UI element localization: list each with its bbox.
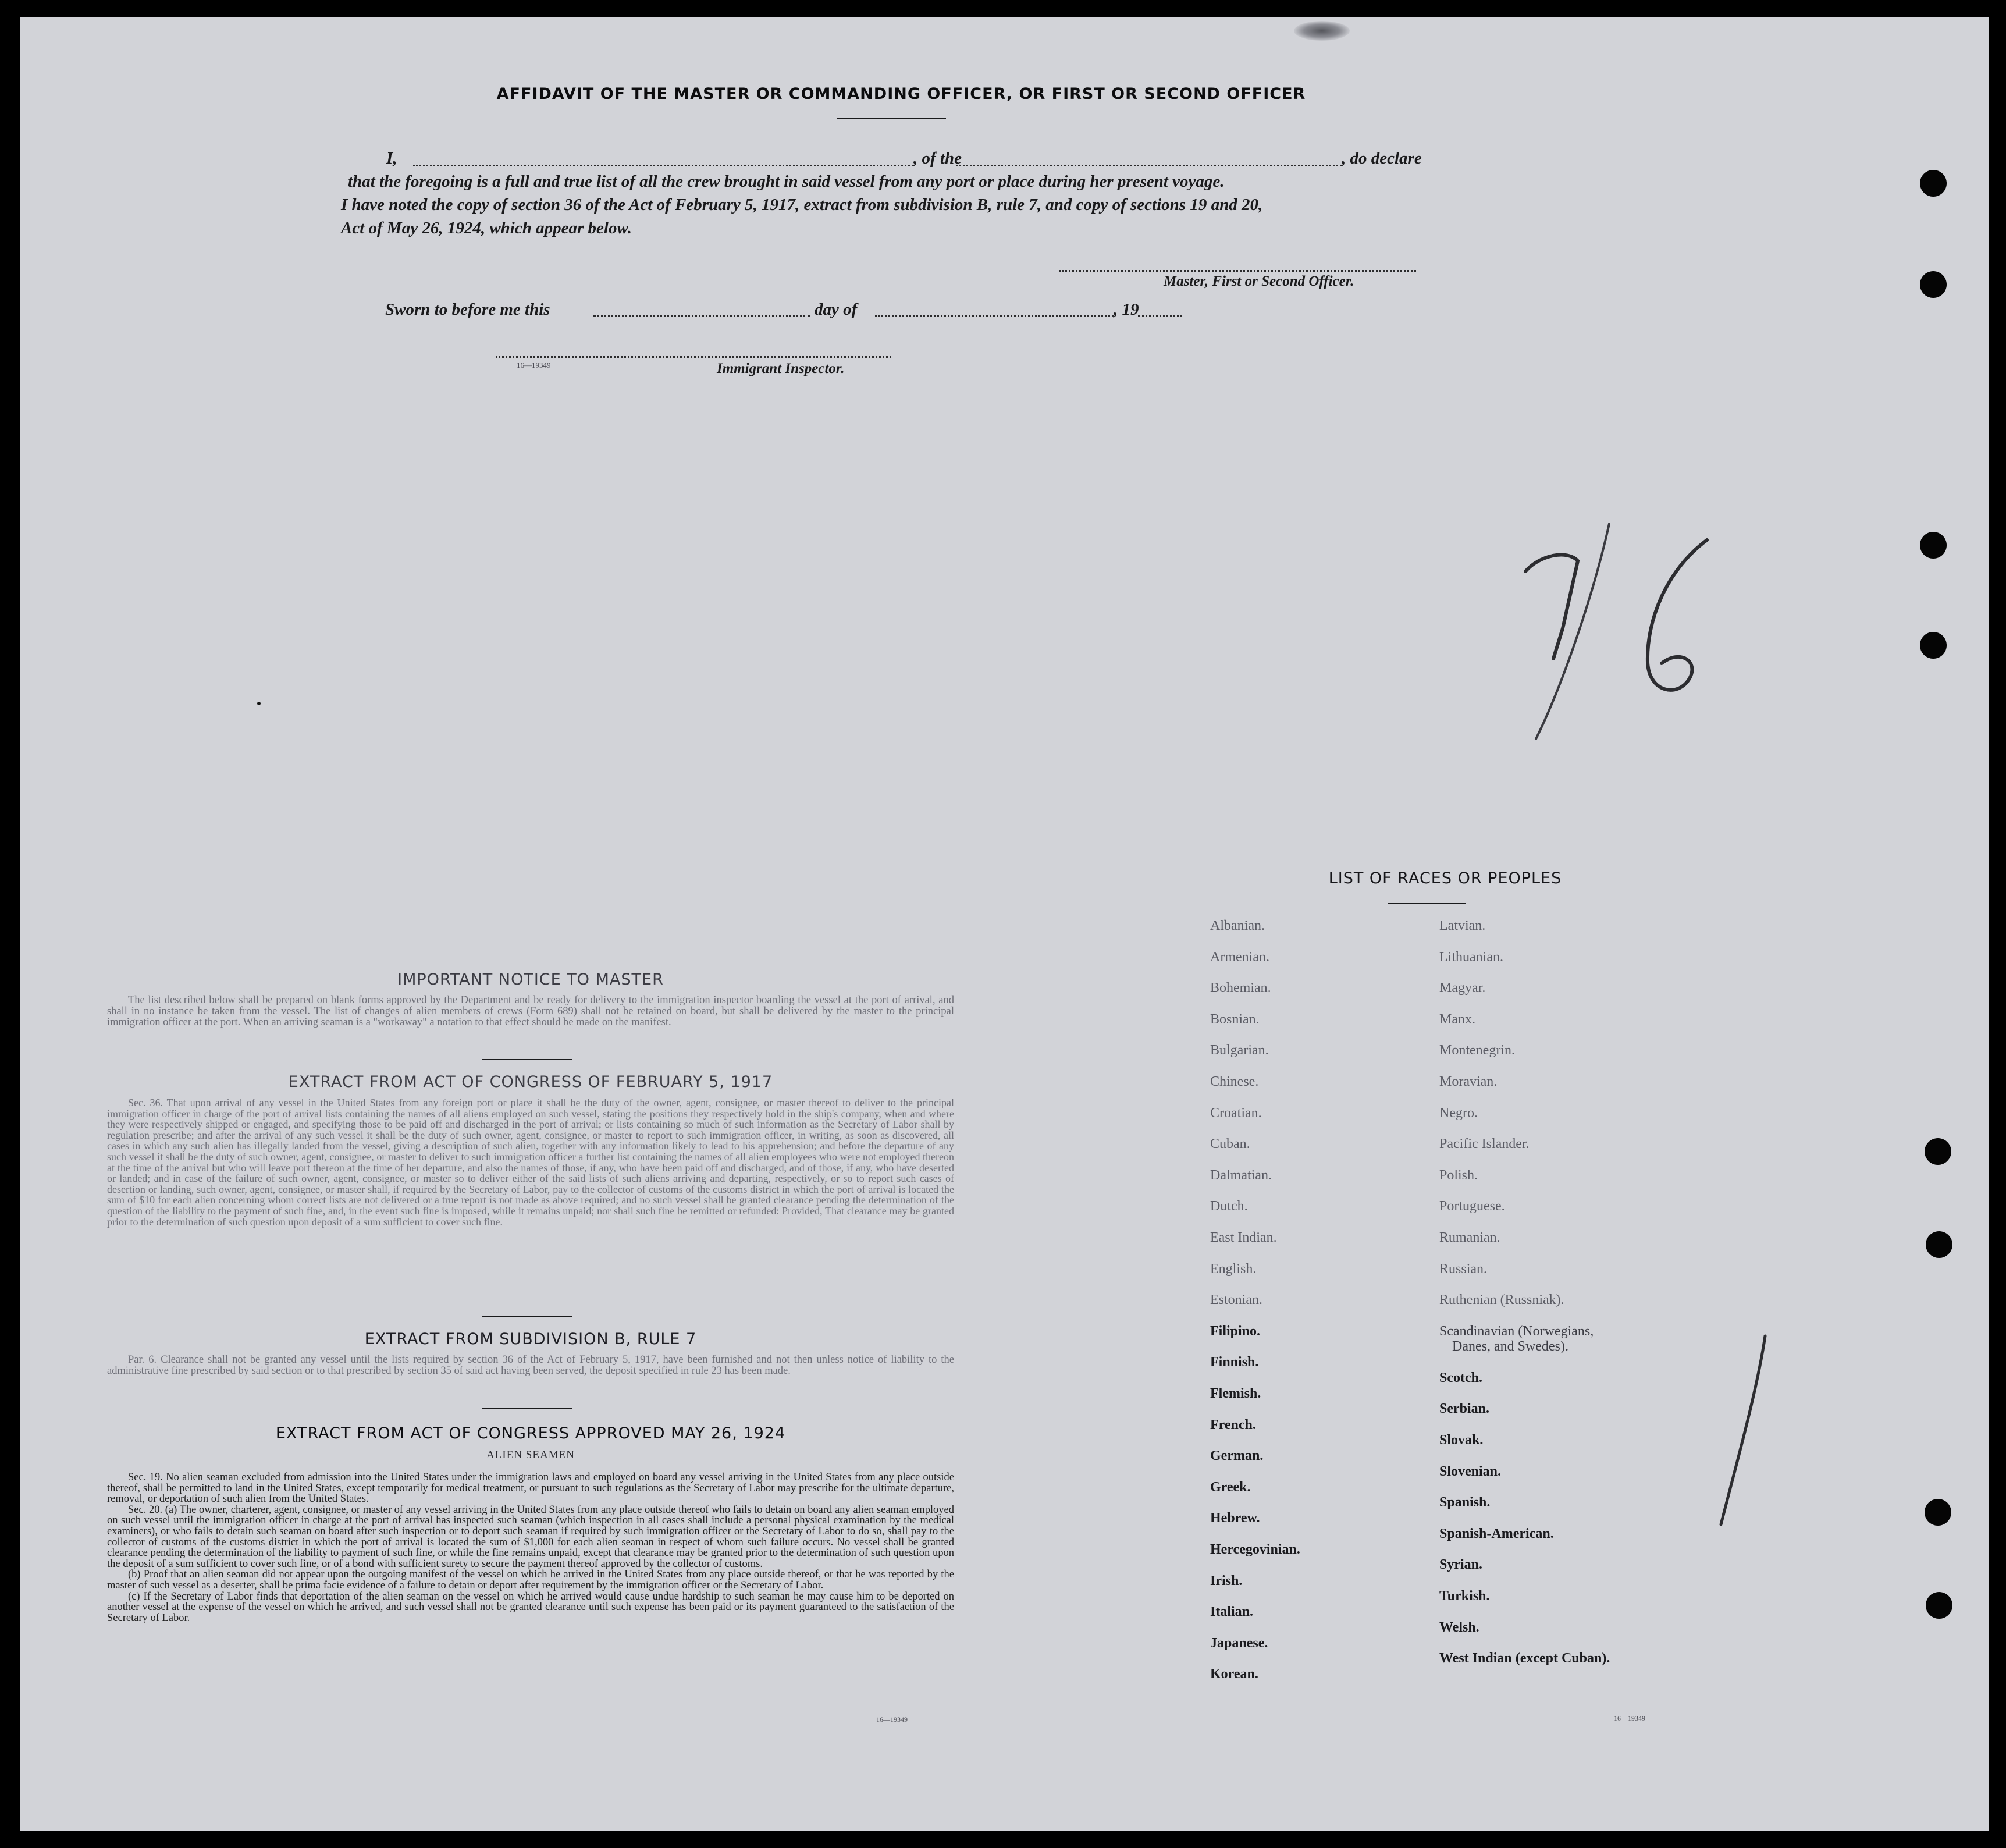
race-item: Moravian. (1439, 1074, 1498, 1089)
title-underline (837, 118, 946, 119)
section-20c-text: (c) If the Secretary of Labor finds that deportation of the alien seaman on the vessel on which he arrived would cause undue hardship to such seaman he may cause him to be deported on another vessel at the expense of the vessel on which he arrived, and such vessel shall not be granted clearance until such expense has been paid or its payment guaranteed to the satisfaction of the Secretary of Labor. (107, 1590, 954, 1624)
race-item: Armenian. (1210, 949, 1269, 965)
races-title: LIST OF RACES OR PEOPLES (1328, 869, 1562, 887)
extract-1924-body (107, 1472, 954, 1623)
affidavit-line-4: Act of May 26, 1924, which appear below. (341, 219, 632, 237)
race-item: Portuguese. (1439, 1199, 1505, 1214)
document-page (20, 17, 1989, 1831)
race-item: Rumanian. (1439, 1230, 1500, 1245)
binder-hole-6 (1926, 1231, 1952, 1258)
binder-hole-3 (1920, 532, 1947, 559)
scan-speck (257, 702, 261, 705)
of-the-label: , of the (913, 149, 962, 168)
sworn-month-line[interactable] (875, 315, 1114, 317)
race-item: Scandinavian (Norwegians, (1439, 1323, 1594, 1339)
declarant-prefix: I, (386, 149, 397, 168)
race-item: Slovenian. (1439, 1463, 1502, 1479)
race-item: Russian. (1439, 1261, 1488, 1277)
inspector-signature-line[interactable] (496, 356, 891, 358)
handwritten-seven (1525, 555, 1578, 659)
binder-hole-7 (1925, 1499, 1951, 1526)
scan-smudge (1294, 21, 1350, 41)
race-item: Spanish-American. (1439, 1526, 1554, 1541)
sworn-year-line[interactable] (1138, 315, 1182, 317)
race-item: Chinese. (1210, 1074, 1259, 1089)
sworn-day-line[interactable] (593, 315, 810, 317)
race-item: Pacific Islander. (1439, 1136, 1530, 1152)
day-of-label: day of (815, 300, 858, 319)
alien-seamen-subtitle: ALIEN SEAMEN (486, 1449, 575, 1461)
binder-hole-5 (1925, 1138, 1951, 1165)
race-item: Negro. (1439, 1105, 1478, 1121)
section-19-text: Sec. 19. No alien seaman excluded from admission into the United States under the immigration laws and employed on board any vessel arriving in the United States from any place outside thereof, shall be permitted to land in the United States, except temporarily for medical treatment, or pursuant to such regulations as the Secretary of Labor may prescribe for the ultimate departure, removal, or deportation of such alien from the United States. (107, 1472, 954, 1505)
race-item: Flemish. (1210, 1386, 1261, 1401)
notice-divider (482, 1059, 572, 1060)
races-left-column (1210, 918, 1408, 1721)
race-item: East Indian. (1210, 1230, 1277, 1245)
handwritten-six (1648, 540, 1707, 690)
race-item: Magyar. (1439, 980, 1486, 996)
race-item: Spanish. (1439, 1495, 1491, 1511)
race-item: Hercegovinian. (1210, 1542, 1300, 1557)
race-item: German. (1210, 1448, 1264, 1464)
race-item: English. (1210, 1261, 1257, 1277)
races-title-underline (1388, 903, 1466, 904)
race-item: Dutch. (1210, 1199, 1248, 1214)
race-item: Irish. (1210, 1573, 1243, 1588)
race-item: Montenegrin. (1439, 1043, 1515, 1058)
extract-1917-divider (482, 1316, 572, 1317)
race-item: French. (1210, 1417, 1256, 1433)
sworn-label: Sworn to before me this (385, 300, 550, 319)
affidavit-line-3: I have noted the copy of section 36 of the Act of February 5, 1917, extract from subdivision B, rule 7, and copy of sections 19 and 20, (341, 196, 1263, 214)
master-signature-label: Master, First or Second Officer. (1164, 273, 1354, 289)
race-item: Japanese. (1210, 1635, 1268, 1651)
affidavit-form-number: 16—19349 (517, 361, 551, 369)
race-item: Bohemian. (1210, 980, 1271, 996)
race-item: Croatian. (1210, 1105, 1262, 1121)
inspector-label: Immigrant Inspector. (717, 361, 845, 376)
binder-hole-4 (1920, 632, 1947, 659)
race-item: West Indian (except Cuban). (1439, 1651, 1610, 1666)
binder-hole-1 (1920, 170, 1947, 197)
extract-1917-title: EXTRACT FROM ACT OF CONGRESS OF FEBRUARY 5, 1917 (288, 1073, 773, 1091)
extract-rule7-divider (482, 1408, 572, 1409)
race-item: Slovak. (1439, 1433, 1484, 1448)
race-item: Danes, and Swedes). (1452, 1338, 1568, 1354)
race-item: Scotch. (1439, 1370, 1482, 1385)
race-item: Korean. (1210, 1666, 1258, 1682)
section-20b-text: (b) Proof that an alien seaman did not appear upon the outgoing manifest of the vessel on which he arrived in the United States from any place outside thereof, or that he was reported by the master of such vessel as a deserter, shall be prima facie evidence of a failure to detain or deport after requirement by the immigration officer or the Secretary of Labor. (107, 1569, 954, 1591)
master-signature-line[interactable] (1059, 270, 1416, 272)
race-item: Italian. (1210, 1604, 1254, 1620)
section-20a-text: Sec. 20. (a) The owner, charterer, agent, consignee, or master of any vessel arriving in the United States from any place outside thereof who fails to detain on board any alien seaman employed on such vessel until the immigration officer in charge at the port of arrival has inspected such seaman (which inspection in all cases shall include a personal physical examination by the medical examiners), or who fails to detain such seaman on board after such inspection or to deport such seaman if required by such immigration officer or the Secretary of Labor to do so, shall pay to the collector of customs of the customs district in which the port of arrival is located the sum of $1,000 for each alien seaman in respect of whom such failure occurs. No vessel shall be granted clearance pending the determination of the liability to payment of such fine, or while the fine remains unpaid, except that clearance may be granted prior to the determination of such question upon the deposit of a sum sufficient to cover such fine, or of a bond with sufficient surety to secure the payment thereof approved by the collector of customs. (107, 1504, 954, 1570)
race-item: Bulgarian. (1210, 1043, 1269, 1058)
binder-hole-2 (1920, 271, 1947, 298)
races-form-number: 16—19349 (1614, 1714, 1645, 1722)
race-item: Filipino. (1210, 1323, 1261, 1339)
race-item: Manx. (1439, 1011, 1475, 1027)
notice-title: IMPORTANT NOTICE TO MASTER (397, 971, 664, 989)
race-item: Finnish. (1210, 1355, 1259, 1370)
extract-1917-text: Sec. 36. That upon arrival of any vessel in the United States from any foreign port or place it shall be the duty of the owner, agent, consignee, or master thereof to deliver to the principal immigration officer in charge of the port of arrival lists containing the names of all aliens employed on such vessel, stating the positions they respectively hold in the ship's company, when and where they were respectively shipped or engaged, and specifying those to be paid off and discharged in the port of arrival; or lists containing so much of such information as the Secretary of Labor shall by regulation prescribe; and after the arrival of any such vessel it shall be the duty of such owner, agent, consignee, or master to report to such immigration officer, in writing, as soon as discovered, all cases in which any such alien has illegally landed from the vessel, giving a description of such alien, together with any information likely to lead to his apprehension; and before the departure of any such vessel it shall be the duty of such owner, agent, consignee, or master to deliver to such immigration officer a further list containing the names of all alien employees who were not employed thereon at the time of the arrival but who will leave port thereon at the time of her departure, and also the names of those, if any, who have been paid off and discharged, and of those, if any, who have deserted or landed; and in case of the failure of such owner, agent, consignee, or master so to deliver either of the said lists of such aliens arriving and departing, respectively, or so to report such cases of desertion or landing, such owner, agent, consignee, or master shall, if required by the Secretary of Labor, pay to the collector of customs of the customs district in which the port of arrival is located the sum of $10 for each alien concerning whom correct lists are not delivered or a true report is not made as above required; and no such vessel shall be granted clearance pending the determination of the question of the liability to the payment of such fine, and, in the event such fine is imposed, while it remains unpaid; nor shall such fine be remitted or refunded: Provided, That clearance may be granted prior to the determination of such question upon deposit of a sum sufficient to cover such fine. (107, 1097, 954, 1228)
race-item: Polish. (1439, 1167, 1478, 1183)
race-item: Latvian. (1439, 918, 1486, 933)
race-item: Estonian. (1210, 1292, 1262, 1308)
race-item: Turkish. (1439, 1588, 1490, 1604)
extract-rule7-text: Par. 6. Clearance shall not be granted any vessel until the lists required by section 36 of the Act of February 5, 1917, have been furnished and not then unless notice of liability to the administrative fine prescribed by said section or to that prescribed by section 35 of said act having been served, the deposit specified in rule 23 has been made. (107, 1354, 954, 1377)
race-item: Serbian. (1439, 1401, 1490, 1417)
race-item: Bosnian. (1210, 1011, 1260, 1027)
race-item: Albanian. (1210, 918, 1265, 933)
extract-rule7-title: EXTRACT FROM SUBDIVISION B, RULE 7 (364, 1330, 697, 1348)
vessel-name-line[interactable] (956, 165, 1342, 166)
year-prefix-label: , 19 (1114, 300, 1139, 319)
race-item: Hebrew. (1210, 1511, 1260, 1526)
race-item: Greek. (1210, 1479, 1251, 1495)
race-item: Lithuanian. (1439, 949, 1503, 965)
extract-1924-form-number: 16—19349 (876, 1715, 908, 1723)
notice-text: The list described below shall be prepared on blank forms approved by the Department and be ready for delivery to the immigration inspector boarding the vessel at the port of arrival, and shall in no instance be taken from the vessel. The list of changes of alien members of crews (Form 689) shall not be retained on board, but shall be delivered by the master to the principal immigration officer at the port. When an arriving seaman is a "workaway" a notation to that effect should be made on the manifest. (107, 994, 954, 1028)
affidavit-title: AFFIDAVIT OF THE MASTER OR COMMANDING OFFICER, OR FIRST OR SECOND OFFICER (496, 85, 1306, 103)
races-right-column (1439, 918, 1742, 1721)
race-item: Ruthenian (Russniak). (1439, 1292, 1564, 1308)
race-item: Dalmatian. (1210, 1167, 1272, 1183)
extract-1924-title: EXTRACT FROM ACT OF CONGRESS APPROVED MAY 26, 1924 (275, 1424, 786, 1442)
race-item: Syrian. (1439, 1557, 1483, 1573)
race-item: Welsh. (1439, 1619, 1479, 1635)
affidavit-line-2: that the foregoing is a full and true list of all the crew brought in said vessel from any port or place during her present voyage. (348, 172, 1225, 191)
handwritten-fraction (1509, 506, 1742, 762)
race-item: Cuban. (1210, 1136, 1250, 1152)
binder-hole-8 (1926, 1592, 1952, 1619)
do-declare-label: , do declare (1342, 149, 1422, 168)
declarant-name-line[interactable] (413, 165, 913, 166)
